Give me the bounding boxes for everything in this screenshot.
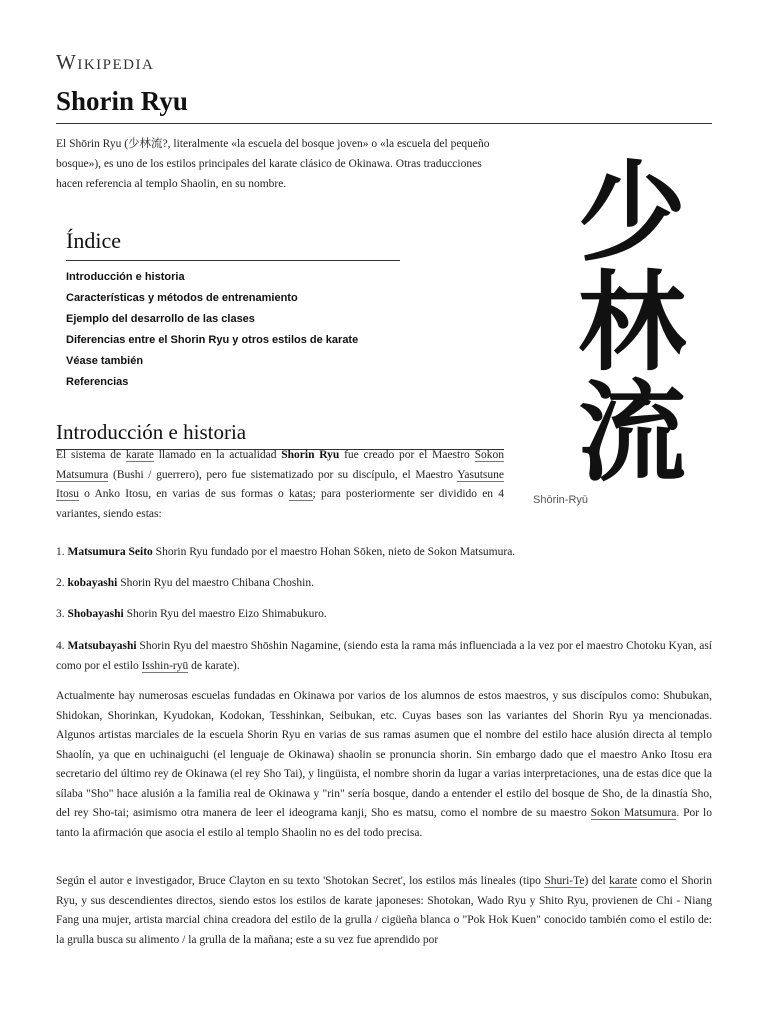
kanji-calligraphy-image[interactable] [552,150,712,520]
variant-tail: de karate). [188,659,240,672]
text-run: fue creado por el Maestro [339,449,475,461]
text-run: El sistema de [56,449,126,461]
link-sokon-matsumura[interactable]: Sokon Matsumura [56,449,504,481]
wikipedia-logo[interactable]: Wikipedia [56,50,155,74]
text-run: ) del [584,875,610,887]
variant-item-3 [56,605,712,625]
history-paragraph-2 [56,687,712,843]
variant-name: Shobayashi [67,608,124,620]
intro-paragraph: El Shōrin Ryu (少林流?, literalmente «la escuela del bosque joven» o «la escuela del pequeño bosque»), es uno de los estilos principales del karate clásico de Okinawa. Otras traducciones hacen referencia al templo Shaolin, en su nombre. [56,138,490,190]
variant-item-4 [56,637,712,676]
item-number: 1. [56,546,68,558]
link-karate[interactable]: karate [125,449,154,461]
variant-text: Shorin Ryu del maestro Shōshin Nagamine, (siendo esta la rama más influenciada a la vez por el maestro Chotoku Kyan, así como por el estilo [56,640,712,672]
kanji-character-sho: 少 [577,151,687,276]
text-run: (Bushi / guerrero), pero fue sistematizado por su discípulo, el Maestro [108,468,458,481]
text-run: llamado en la actualidad [153,449,282,461]
kanji-calligraphy-svg [552,150,712,490]
text-run: Según el autor e investigador, Bruce Clayton en su texto 'Shotokan Secret', los estilos más lineales (tipo [56,875,545,887]
history-paragraph-1 [56,446,504,524]
item-number: 4. [56,640,68,652]
kanji-character-ryu: 流 [577,371,687,490]
link-shuri-te[interactable]: Shuri-Te [544,875,585,887]
article-page [56,0,712,1024]
toc-item[interactable]: Características y métodos de entrenamiento [66,292,298,304]
link-isshin-ryu[interactable]: Isshin-ryū [141,659,189,672]
variant-name: Matsubayashi [67,640,137,652]
variant-name: Matsumura Seito [67,546,153,558]
variant-text: Shorin Ryu fundado por el maestro Hohan Sōken, nieto de Sokon Matsumura. [152,546,516,558]
section-heading-intro-history: Introducción e historia [56,420,504,450]
variant-item-1 [56,543,712,563]
image-caption: Shōrin-Ryū [533,494,589,506]
history-paragraph-3 [56,872,712,950]
toc-list [66,267,400,393]
table-of-contents [66,228,400,393]
text-run: Actualmente hay numerosas escuelas fundadas en Okinawa por varios de los alumnos de estos maestros, y sus discípulos como: Shubukan, Shidokan, Shorinkan, Kyudokan, Kodokan, Tesshinkan, Seibukan, etc. Cuyas bases son las variantes del Shorin Ryu ya mencionadas. Algunos artistas marciales de la escuela Shorin Ryu en varias de sus ramas asumen que el nombre del estilo hace alusión directa al templo Shaolín, ya que en uchinaiguchi (el lenguaje de Okinawa) shaolin se pronuncia shorin. Sin embargo dado que el maestro Anko Itosu era secretario del último rey de Okinawa (el rey Sho Tai), y lingüista, el nombre shorin da lugar a varias interpretaciones, una de estas dice que la sílaba "Sho" hace alusión a la familia real de Okinawa y "rin" sería bosque, dando a entender el estilo del bosque de Sho, de la dinastía Sho, del rey Sho-tai; asimismo otra manera de leer el ideograma kanji, Sho es matsu, como el nombre de su maestro [56,690,712,819]
link-yasutsune-itosu[interactable]: Yasutsune Itosu [56,468,504,500]
toc-item[interactable]: Ejemplo del desarrollo de las clases [66,313,255,325]
link-karate[interactable]: karate [609,875,638,887]
toc-item[interactable]: Véase también [66,355,144,367]
page-title: Shorin Ryu [56,86,712,124]
text-run: o Anko Itosu, en varias de sus formas o [79,488,289,500]
bold-term: Shorin Ryu [281,449,340,461]
item-number: 2. [56,577,68,589]
variant-item-2 [56,574,712,594]
variant-name: kobayashi [67,577,118,589]
item-number: 3. [56,608,68,620]
toc-title: Índice [66,228,400,261]
text-run: ; para posteriormente ser dividido en 4 variantes, siendo estas: [56,488,504,520]
toc-item[interactable]: Introducción e historia [66,271,185,283]
variant-text: Shorin Ryu del maestro Chibana Choshin. [117,577,314,589]
toc-item[interactable]: Diferencias entre el Shorin Ryu y otros estilos de karate [66,334,359,346]
link-sokon-matsumura[interactable]: Sokon Matsumura [590,807,677,819]
text-run: como el Shorin Ryu, y sus descendientes directos, siendo estos los estilos de karate japoneses: Shotokan, Wado Ryu y Shito Ryu, provienen de Chi - Niang Fang una mujer, artista marcial china creadora del estilo de la grulla / cigüeña blanca o "Pok Hok Kuen" conocido también como el estilo de: la grulla busca su alimento / la grulla de la mañana; este a su vez fue aprendido por [56,875,712,946]
variant-text: Shorin Ryu del maestro Eizo Shimabukuro. [123,608,327,620]
toc-item[interactable]: Referencias [66,376,129,388]
text-run: . Por lo tanto la afirmación que asocia el estilo al templo Shaolin no es del todo precisa. [56,807,712,839]
link-katas[interactable]: katas [288,488,313,500]
kanji-character-rin: 林 [577,261,687,386]
